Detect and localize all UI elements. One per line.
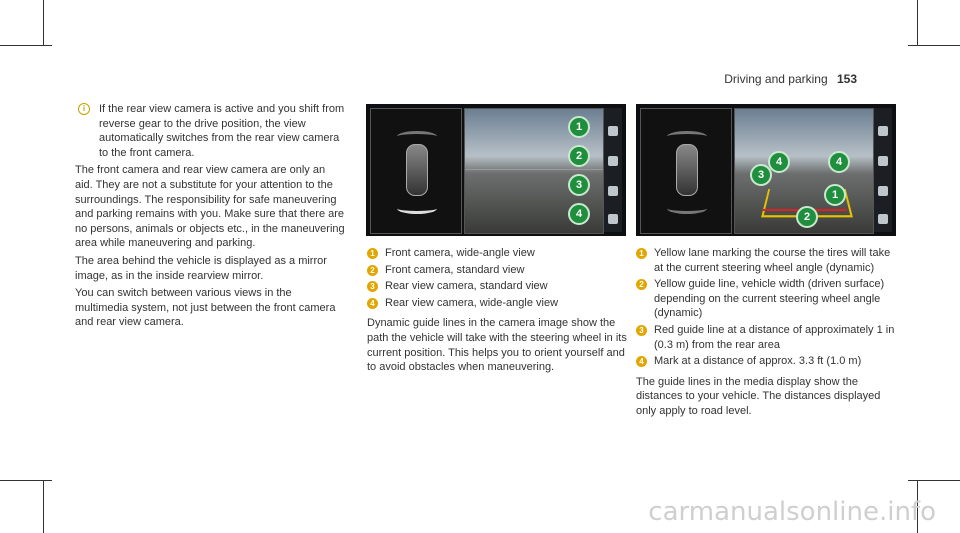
rear-wide-view-icon[interactable]	[608, 214, 618, 224]
list-item	[367, 246, 629, 261]
vehicle-top-icon	[406, 144, 428, 196]
middle-legend	[367, 246, 629, 375]
view-selector-rail	[604, 108, 622, 232]
left-column	[75, 102, 345, 333]
list-item	[636, 323, 898, 352]
legend-text: Rear view camera, standard view	[385, 280, 548, 293]
note-text: If the rear view camera is active and you shift from reverse gear to the drive position, the view automatically switches from the rear view camera to the front camera.	[99, 103, 345, 159]
sensor-arc	[667, 203, 707, 214]
crop-mark	[917, 0, 918, 46]
list-item	[367, 279, 629, 294]
list-item	[636, 354, 898, 369]
paragraph: The area behind the vehicle is displayed as a mirror image, as in the inside rearview mirror.	[75, 254, 327, 282]
crop-mark	[908, 480, 960, 481]
info-note	[75, 102, 345, 160]
rear-standard-view-icon[interactable]	[608, 186, 618, 196]
rear-standard-view-icon[interactable]	[878, 186, 888, 196]
callout-badge: 2	[796, 206, 818, 228]
list-item	[636, 277, 898, 321]
callout-badge: 1	[824, 184, 846, 206]
legend-number: 4	[367, 298, 378, 309]
horizon	[465, 169, 603, 170]
legend-number: 2	[636, 279, 647, 290]
crop-mark	[908, 45, 960, 46]
sensor-arc	[397, 203, 437, 214]
paragraph: You can switch between various views in the multimedia system, not just between the front camera and rear view camera.	[75, 287, 336, 329]
legend-text: Yellow lane marking the course the tires will take at the current steering wheel angle (dynamic)	[654, 247, 891, 274]
parking-sensor-view	[640, 108, 732, 234]
callout-badge: 4	[568, 203, 590, 225]
legend-text: Rear view camera, wide-angle view	[385, 296, 559, 309]
callout-badge: 1	[568, 116, 590, 138]
info-icon: i	[78, 103, 90, 115]
list-item	[367, 296, 629, 311]
camera-views-figure	[366, 104, 626, 236]
callout-badge: 4	[828, 151, 850, 173]
view-selector-rail	[874, 108, 892, 232]
parking-sensor-view	[370, 108, 462, 234]
right-legend	[636, 246, 898, 419]
crop-mark	[0, 480, 52, 481]
sensor-arc	[397, 131, 437, 142]
paragraph: Dynamic guide lines in the camera image show the path the vehicle will take with the steering wheel in its current position. This helps you to orient yourself and to avoid obstacles when maneuvering.	[367, 317, 627, 374]
legend-number: 2	[367, 265, 378, 276]
front-wide-view-icon[interactable]	[878, 126, 888, 136]
front-wide-view-icon[interactable]	[608, 126, 618, 136]
guide-lines-figure	[636, 104, 896, 236]
paragraph: The front camera and rear view camera are only an aid. They are not a substitute for your attention to the surroundings. The responsibility for safe maneuvering and parking remains with you. Make sure that there are no persons, animals or objects etc., in the maneuvering area while maneuvering and parking.	[75, 164, 345, 250]
legend-text: Yellow guide line, vehicle width (driven surface) depending on the current steering wheel angle (dynamic)	[654, 278, 885, 320]
sensor-arc	[667, 131, 707, 142]
crop-mark	[0, 45, 52, 46]
list-item	[636, 246, 898, 275]
legend-text: Mark at a distance of approx. 3.3 ft (1.0 m)	[654, 355, 862, 368]
legend-number: 4	[636, 356, 647, 367]
page-number: 153	[836, 72, 857, 86]
vehicle-top-icon	[676, 144, 698, 196]
legend-text: Red guide line at a distance of approximately 1 in (0.3 m) from the rear area	[654, 323, 895, 351]
page-header	[724, 72, 857, 86]
callout-badge: 3	[568, 174, 590, 196]
watermark: carmanualsonline.info	[648, 497, 936, 527]
front-standard-view-icon[interactable]	[608, 156, 618, 166]
front-standard-view-icon[interactable]	[878, 156, 888, 166]
callout-badge: 3	[750, 164, 772, 186]
list-item	[367, 263, 629, 278]
rear-wide-view-icon[interactable]	[878, 214, 888, 224]
crop-mark	[43, 0, 44, 46]
crop-mark	[43, 480, 44, 533]
section-title: Driving and parking	[724, 72, 828, 86]
callout-badge: 2	[568, 145, 590, 167]
legend-number: 3	[636, 325, 647, 336]
paragraph: The guide lines in the media display show the distances to your vehicle. The distances displayed only apply to road level.	[636, 375, 881, 417]
legend-number: 1	[367, 248, 378, 259]
legend-number: 3	[367, 281, 378, 292]
legend-number: 1	[636, 248, 647, 259]
legend-text: Front camera, wide-angle view	[385, 247, 535, 259]
legend-text: Front camera, standard view	[385, 263, 525, 276]
callout-badge: 4	[768, 151, 790, 173]
